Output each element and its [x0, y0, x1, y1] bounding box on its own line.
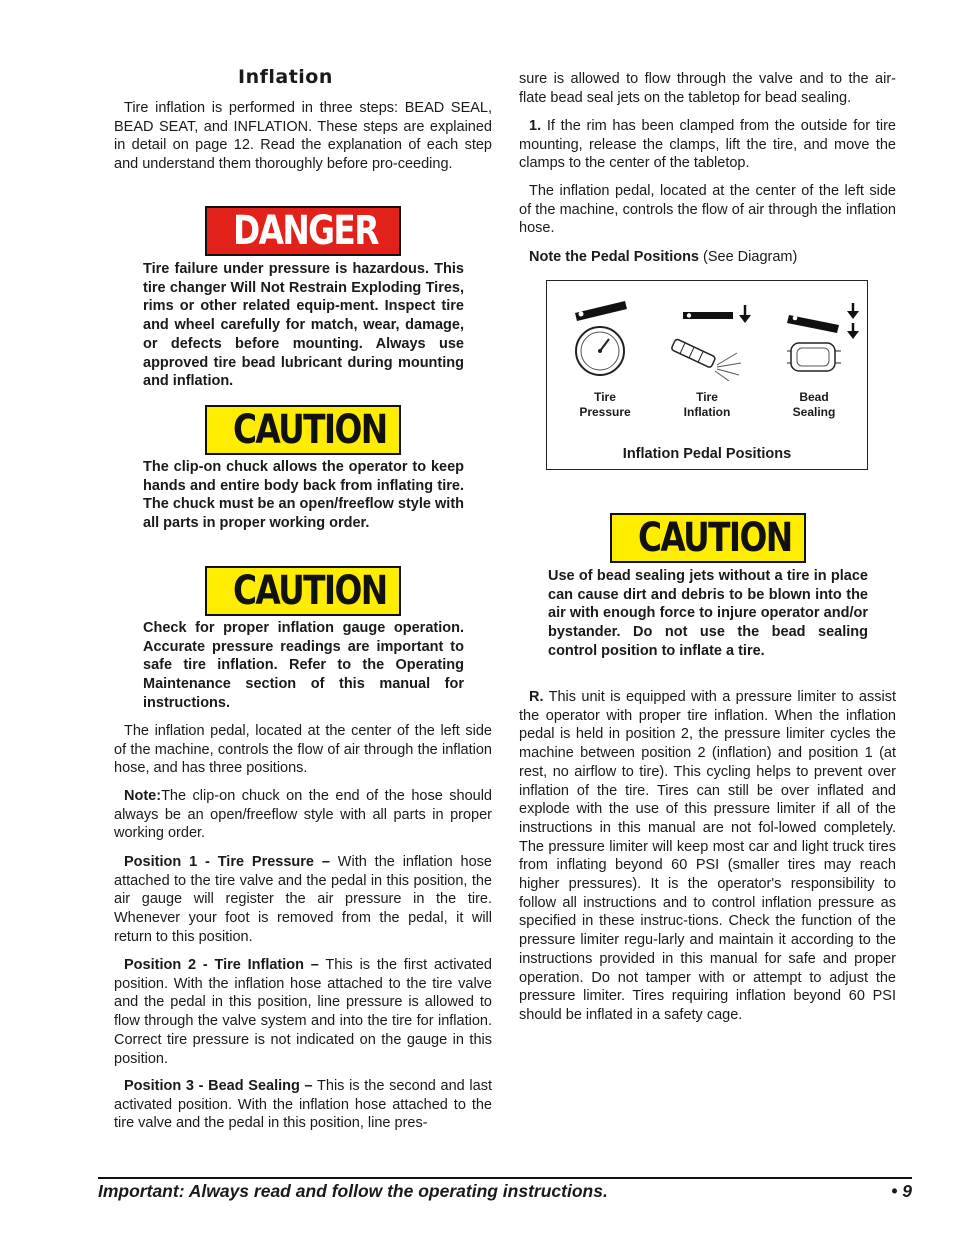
note-text: The clip-on chuck on the end of the hose should always be an open/freeflow style with all parts in proper working order. — [114, 788, 492, 842]
position-2-text: This is the first activated position. With the inflation hose attached to the tire valve and the pedal in this position, line pressure is allowed to flow through the valve system and into the tire for inflation. Correct tire pressure is not indicated on the gauge in this position. — [114, 957, 492, 1067]
pedal-note-label: Note the Pedal Positions — [529, 249, 699, 265]
position-1-paragraph — [114, 853, 492, 947]
pedal-paragraph: The inflation pedal, located at the center of the left side of the machine, controls the flow of air through the inflation hose, and has three positions. — [114, 723, 492, 777]
pedal-positions-diagram — [546, 280, 868, 470]
diagram-caption: Inflation Pedal Positions — [622, 446, 792, 462]
caution-text-1: The clip-on chuck allows the operator to keep hands and entire body back from inflating tire. The chuck must be an open/freeflow style with all parts in proper working order. — [143, 459, 464, 532]
bead-sealing-illustration — [783, 301, 863, 379]
caution-word: CAUTION — [233, 407, 387, 453]
tire-inflation-illustration — [667, 303, 757, 381]
label-bead-sealing-line1: Bead — [799, 390, 829, 404]
footer-rule — [98, 1177, 912, 1179]
position-3-label: Position 3 - Bead Sealing – — [124, 1078, 313, 1094]
caution-sign-3 — [610, 513, 806, 563]
label-tire-pressure-line1: Tire — [594, 390, 616, 404]
caution-sign-1 — [205, 405, 401, 455]
position-3-text: This is the second and last activated position. With the inflation hose attached to the tire valve and the pedal in this position, line pres- — [114, 1078, 492, 1132]
danger-word: DANGER — [233, 208, 378, 254]
r-text: This unit is equipped with a pressure limiter to assist the operator with proper tire inflation. When the inflation pedal is held in position 2, the pressure limiter cycles the machine between position 2 (inflation) and position 1 (at rest, no airflow to tire). This cycling helps to prevent over inflation of the tire. Tires can still be over inflated and explode with the use of this pressure limiter if all of the instructions in this manual are not fol-lowed completely. The pressure limiter will keep most car and light truck tires from inflating beyond 60 PSI (smaller tires may reach higher pressures). It is the operator's responsibility to follow all instructions and to control inflation pressure as specified in these instruc-tions. Check the function of the pressure limiter regu-larly and maintain it according to the instructions provided in this manual for safe and proper operation. Do not tamper with or attempt to adjust the pressure limiter. Tires requiring inflation beyond 60 PSI should be inflated in a safety cage. — [519, 689, 896, 1023]
position-2-label: Position 2 - Tire Inflation – — [124, 957, 319, 973]
caution-word: CAUTION — [638, 515, 792, 561]
label-tire-inflation-line2: Inflation — [683, 405, 731, 419]
note-paragraph — [114, 787, 492, 843]
label-tire-inflation — [662, 390, 752, 420]
pedal-note-text: (See Diagram) — [699, 249, 798, 265]
page-footer — [98, 1181, 912, 1202]
danger-text: Tire failure under pressure is hazardous. This tire changer Will Not Restrain Exploding Tires, rims or other related equip-ment. Inspect tire and wheel carefully for match, wear, damage, or defects before mounting. Always use approved tire bead lubricant during mounting and inflation. — [143, 261, 464, 390]
position-2-paragraph — [114, 956, 492, 1068]
right-pedal-paragraph: The inflation pedal, located at the center of the left side of the machine, controls the flow of air through the inflation hose. — [519, 183, 896, 237]
footer-text: Important: Always read and follow the operating instructions. — [98, 1181, 608, 1201]
intro-paragraph: Tire inflation is performed in three steps: BEAD SEAL, BEAD SEAT, and INFLATION. These steps are explained in detail on page 12. Read the explanation of each step and understand them thoroughly before pro-ceeding. — [114, 100, 492, 173]
note-label: Note: — [124, 788, 162, 804]
step-1-text: If the rim has been clamped from the outside for tire mounting, release the clamps, lift the tire, and move the clamps to the center of the tabletop. — [519, 118, 896, 172]
page-number: • 9 — [891, 1181, 912, 1201]
pedal-note-paragraph — [519, 248, 896, 267]
r-label: R. — [529, 689, 544, 705]
tire-pressure-illustration — [569, 299, 631, 377]
caution-text-3: Use of bead sealing jets without a tire in place can cause dirt and debris to be blown into the air with enough force to injure operator and/or bystander. Do not use the bead sealing control position to inflate a tire. — [548, 568, 868, 659]
position-1-label: Position 1 - Tire Pressure – — [124, 854, 330, 870]
label-tire-pressure-line2: Pressure — [579, 405, 631, 419]
step-1-label: 1. — [529, 118, 542, 134]
label-tire-inflation-line1: Tire — [696, 390, 718, 404]
position-1-text: With the inflation hose attached to the tire valve and the pedal in this position, the air gauge will register the air pressure in the tire. Whenever your foot is removed from the pedal, it will return to this position. — [114, 854, 492, 945]
caution-word: CAUTION — [233, 568, 387, 614]
danger-sign — [205, 206, 401, 256]
pressure-limiter-paragraph — [519, 688, 896, 1025]
step-1-paragraph — [519, 117, 896, 173]
label-tire-pressure — [560, 390, 650, 420]
label-bead-sealing-line2: Sealing — [792, 405, 836, 419]
position-3-paragraph — [114, 1077, 492, 1133]
continued-paragraph: sure is allowed to flow through the valve and to the air-flate bead seal jets on the tabletop for bead sealing. — [519, 71, 896, 106]
section-heading: Inflation — [238, 66, 333, 88]
caution-sign-2 — [205, 566, 401, 616]
caution-text-2: Check for proper inflation gauge operation. Accurate pressure readings are important to safe tire inflation. Refer to the Operating Maintenance section of this manual for instructions. — [143, 620, 464, 711]
label-bead-sealing — [769, 390, 859, 420]
